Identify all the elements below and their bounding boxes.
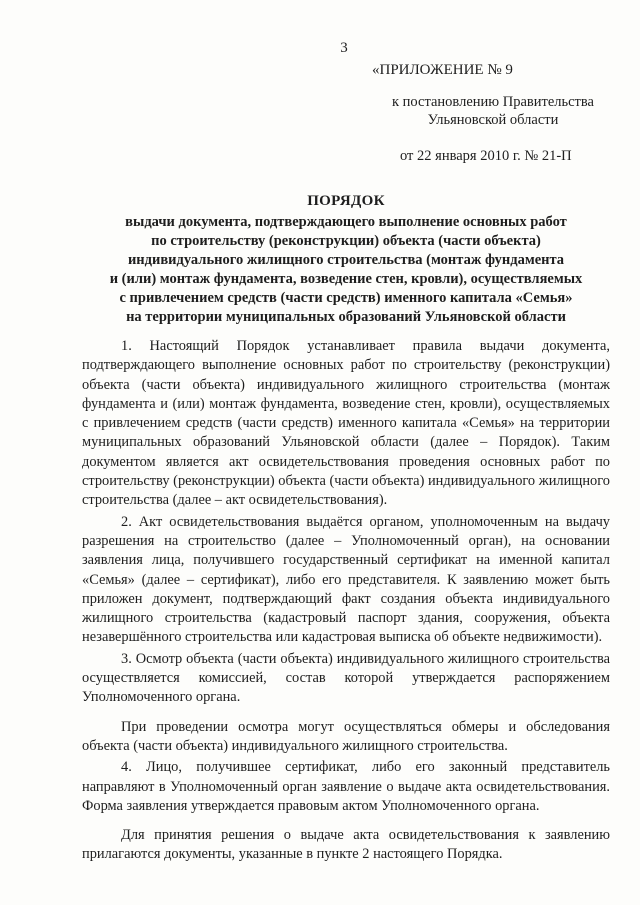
subtitle-line: индивидуального жилищного строительства (монтаж фундамента [127, 252, 565, 268]
document-title-block [68, 192, 624, 327]
paragraph-4: 4. Лицо, получившее сертификат, либо его законный представитель направляют в Уполномоченный орган заявление о выдаче акта освидетельствования. Форма заявления утверждается правовым актом Уполномоченного органа. [82, 759, 610, 814]
resolution-line: Ульяновской области [427, 112, 559, 128]
paragraph-3: 3. Осмотр объекта (части объекта) индивидуального жилищного строительства осуществляется комиссией, состав которой утверждается распоряжением Уполномоченного органа. [82, 650, 610, 706]
appendix-heading: «ПРИЛОЖЕНИЕ № 9 [372, 62, 513, 78]
paragraph-3-continued: При проведении осмотра могут осуществляться обмеры и обследования объекта (части объекта) индивидуального жилищного строительства. [82, 718, 610, 754]
subtitle-line: по строительству (реконструкции) объекта (части объекта) [151, 233, 541, 249]
subtitle-line: выдачи документа, подтверждающего выполнение основных работ [125, 214, 567, 230]
document-subtitle [68, 213, 624, 327]
page-number: 3 [340, 40, 348, 56]
subtitle-line: с привлечением средств (части средств) именного капитала «Семья» [119, 290, 573, 306]
document-title: ПОРЯДОК [307, 193, 385, 209]
resolution-date: от 22 января 2010 г. № 21-П [400, 148, 572, 164]
resolution-reference [380, 93, 606, 129]
paragraph-2: 2. Акт освидетельствования выдаётся органом, уполномоченным на выдачу разрешения на строительство (далее – Уполномоченный орган), на основании заявления лица, получившего государственный сертификат на именной капитал «Семья» (далее – сертификат), либо его представителя. К заявлению может быть приложен документ, подтверждающий факт создания объекта индивидуального жилищного строительства (кадастровый паспорт здания, сооружения, объекта незавершённого строительства или кадастровая выписка об объекте недвижимости). [82, 513, 610, 646]
subtitle-line: и (или) монтаж фундамента, возведение стен, кровли), осуществляемых [109, 271, 583, 287]
subtitle-line: на территории муниципальных образований Ульяновской области [126, 309, 566, 325]
document-body [82, 337, 610, 865]
paragraph-4-continued: Для принятия решения о выдаче акта освидетельствования к заявлению прилагаются документы, указанные в пункте 2 настоящего Порядка. [82, 827, 610, 863]
resolution-line: к постановлению Правительства [392, 94, 594, 110]
paragraph-1: 1. Настоящий Порядок устанавливает правила выдачи документа, подтверждающего выполнение основных работ по строительству (реконструкции) объекта (части объекта) индивидуального жилищного строительства (монтаж фундамента и (или) монтаж фундамента, возведение стен, кровли), осуществляемых с привлечением средств (части средств) именного капитала «Семья» на территории муниципальных образований Ульяновской области (далее – Порядок). Таким документом является акт освидетельствования проведения основных работ по строительству (реконструкции) объекта (части объекта) индивидуального жилищного строительства (далее – акт освидетельствования). [82, 338, 610, 509]
